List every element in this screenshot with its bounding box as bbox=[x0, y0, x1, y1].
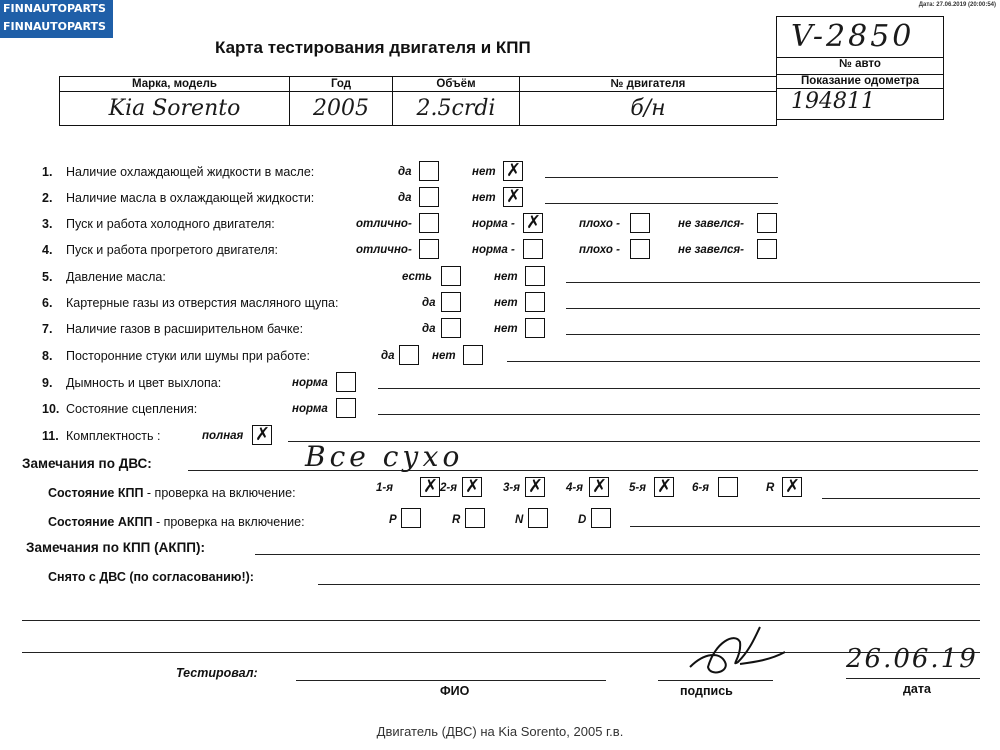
row-number: 3. bbox=[42, 217, 53, 231]
auto-gearbox-label: Состояние АКПП - проверка на включение: bbox=[48, 515, 305, 529]
date-caption: дата bbox=[903, 682, 931, 696]
gear-checkbox[interactable] bbox=[420, 477, 440, 497]
option-label: да bbox=[422, 323, 436, 335]
col-volume: Объём bbox=[393, 77, 520, 92]
mode-label: P bbox=[389, 514, 397, 526]
gear-label: R bbox=[766, 482, 775, 494]
check-mark: ✗ bbox=[255, 424, 271, 445]
row-label: Наличие газов в расширительном бачке: bbox=[66, 322, 304, 336]
option-label: да bbox=[398, 166, 412, 178]
checkbox[interactable] bbox=[525, 266, 545, 286]
checkbox[interactable] bbox=[336, 372, 356, 392]
tested-label: Тестировал: bbox=[176, 666, 258, 680]
name-caption: ФИО bbox=[440, 684, 470, 698]
checkbox[interactable] bbox=[336, 398, 356, 418]
vehicle-id-value: V-2850 bbox=[791, 19, 915, 54]
year-value: 2005 bbox=[290, 92, 393, 126]
checkbox[interactable] bbox=[463, 345, 483, 365]
option-label: нет bbox=[432, 350, 456, 362]
checkbox[interactable] bbox=[525, 292, 545, 312]
mode-checkbox[interactable] bbox=[401, 508, 421, 528]
logo-line-1: FINNAUTOPARTS bbox=[3, 2, 106, 15]
row-number: 10. bbox=[42, 402, 60, 416]
vehicle-id-box bbox=[776, 16, 944, 120]
checkbox[interactable] bbox=[630, 213, 650, 233]
option-label: да bbox=[422, 297, 436, 309]
odometer-label: Показание одометра bbox=[801, 75, 919, 87]
row-label: Комплектность : bbox=[66, 429, 161, 443]
row-label: Наличие охлаждающей жидкости в масле: bbox=[66, 165, 315, 179]
row-label: Пуск и работа прогретого двигателя: bbox=[66, 243, 278, 257]
row-label: Пуск и работа холодного двигателя: bbox=[66, 217, 275, 231]
checkbox[interactable] bbox=[419, 239, 439, 259]
col-make-model: Марка, модель bbox=[60, 77, 290, 92]
checkbox[interactable] bbox=[399, 345, 419, 365]
option-label: нет bbox=[472, 192, 496, 204]
option-label: да bbox=[381, 350, 395, 362]
signature-image bbox=[680, 622, 790, 682]
gearbox-remarks-label: Замечания по КПП (АКПП): bbox=[26, 540, 205, 555]
mode-checkbox[interactable] bbox=[528, 508, 548, 528]
mode-label: D bbox=[578, 514, 587, 526]
row-number: 2. bbox=[42, 191, 53, 205]
engine-remarks-label: Замечания по ДВС: bbox=[22, 456, 152, 471]
site-logo bbox=[0, 0, 113, 38]
gear-checkbox[interactable] bbox=[462, 477, 482, 497]
row-label: Наличие масла в охлаждающей жидкости: bbox=[66, 191, 315, 205]
checkbox[interactable] bbox=[441, 318, 461, 338]
checkbox[interactable] bbox=[630, 239, 650, 259]
row-number: 4. bbox=[42, 243, 53, 257]
gear-checkbox[interactable] bbox=[782, 477, 802, 497]
gear-label: 3-я bbox=[503, 482, 520, 494]
gear-checkbox[interactable] bbox=[589, 477, 609, 497]
option-label: отлично- bbox=[356, 218, 412, 230]
check-mark: ✗ bbox=[528, 476, 544, 497]
row-number: 9. bbox=[42, 376, 53, 390]
checkbox[interactable] bbox=[419, 187, 439, 207]
row-label: Давление масла: bbox=[66, 270, 166, 284]
vehicle-info-table bbox=[59, 76, 777, 126]
checkbox[interactable] bbox=[503, 161, 523, 181]
vehicle-id-label: № авто bbox=[839, 58, 881, 70]
col-engine-number: № двигателя bbox=[520, 77, 777, 92]
checkbox[interactable] bbox=[523, 213, 543, 233]
option-label: нет bbox=[472, 166, 496, 178]
removed-label: Снято с ДВС (по согласованию!): bbox=[48, 570, 254, 584]
option-label: плохо - bbox=[579, 244, 620, 256]
gear-checkbox[interactable] bbox=[718, 477, 738, 497]
gear-label: 2-я bbox=[440, 482, 457, 494]
check-mark: ✗ bbox=[785, 476, 801, 497]
checkbox[interactable] bbox=[503, 187, 523, 207]
col-year: Год bbox=[290, 77, 393, 92]
checkbox[interactable] bbox=[252, 425, 272, 445]
checkbox[interactable] bbox=[523, 239, 543, 259]
odometer-value: 194811 bbox=[791, 89, 875, 114]
check-mark: ✗ bbox=[526, 212, 542, 233]
mode-label: R bbox=[452, 514, 461, 526]
option-label: нет bbox=[494, 323, 518, 335]
option-label: норма - bbox=[472, 244, 515, 256]
row-label: Картерные газы из отверстия масляного щупа: bbox=[66, 296, 339, 310]
checkbox[interactable] bbox=[441, 292, 461, 312]
mode-checkbox[interactable] bbox=[465, 508, 485, 528]
option-label: нет bbox=[494, 271, 518, 283]
make-model-value: Kia Sorento bbox=[60, 92, 290, 126]
option-label: норма - bbox=[472, 218, 515, 230]
option-label: норма bbox=[292, 377, 328, 389]
row-number: 6. bbox=[42, 296, 53, 310]
checkbox[interactable] bbox=[441, 266, 461, 286]
check-mark: ✗ bbox=[506, 160, 522, 181]
logo-line-2: FINNAUTOPARTS bbox=[3, 20, 106, 33]
checkbox[interactable] bbox=[419, 213, 439, 233]
option-label: есть bbox=[402, 271, 432, 283]
check-mark: ✗ bbox=[657, 476, 673, 497]
check-mark: ✗ bbox=[506, 186, 522, 207]
checkbox[interactable] bbox=[757, 213, 777, 233]
row-label: Дымность и цвет выхлопа: bbox=[66, 376, 222, 390]
row-number: 7. bbox=[42, 322, 53, 336]
image-caption: Двигатель (ДВС) на Kia Sorento, 2005 г.в. bbox=[376, 724, 624, 739]
check-mark: ✗ bbox=[592, 476, 608, 497]
row-label: Посторонние стуки или шумы при работе: bbox=[66, 349, 310, 363]
form-title: Карта тестирования двигателя и КПП bbox=[215, 38, 531, 57]
option-label: полная bbox=[202, 430, 244, 442]
engine-remarks-value: Все сухо bbox=[305, 440, 464, 473]
gear-label: 4-я bbox=[566, 482, 583, 494]
row-number: 8. bbox=[42, 349, 53, 363]
option-label: да bbox=[398, 192, 412, 204]
gear-checkbox[interactable] bbox=[525, 477, 545, 497]
option-label: нет bbox=[494, 297, 518, 309]
gearbox-label: Состояние КПП - проверка на включение: bbox=[48, 486, 296, 500]
volume-value: 2.5crdi bbox=[393, 92, 520, 126]
signature-caption: подпись bbox=[680, 684, 733, 698]
check-mark: ✗ bbox=[465, 476, 481, 497]
mode-label: N bbox=[515, 514, 524, 526]
check-mark: ✗ bbox=[423, 476, 439, 497]
option-label: не завелся- bbox=[678, 218, 744, 230]
checkbox[interactable] bbox=[757, 239, 777, 259]
row-number: 5. bbox=[42, 270, 53, 284]
row-number: 1. bbox=[42, 165, 53, 179]
checkbox[interactable] bbox=[419, 161, 439, 181]
gear-label: 5-я bbox=[629, 482, 646, 494]
mode-checkbox[interactable] bbox=[591, 508, 611, 528]
option-label: отлично- bbox=[356, 244, 412, 256]
row-number: 11. bbox=[42, 429, 59, 443]
engine-number-value: б/н bbox=[520, 92, 777, 126]
row-label: Состояние сцепления: bbox=[66, 402, 198, 416]
option-label: норма bbox=[292, 403, 328, 415]
gear-label: 6-я bbox=[692, 482, 709, 494]
timestamp: Дата: 27.06.2019 (20:00:54) bbox=[918, 2, 996, 8]
gear-label: 1-я bbox=[376, 482, 393, 494]
gear-checkbox[interactable] bbox=[654, 477, 674, 497]
option-label: не завелся- bbox=[678, 244, 744, 256]
date-value: 26.06.19 bbox=[846, 644, 978, 674]
checkbox[interactable] bbox=[525, 318, 545, 338]
option-label: плохо - bbox=[579, 218, 620, 230]
